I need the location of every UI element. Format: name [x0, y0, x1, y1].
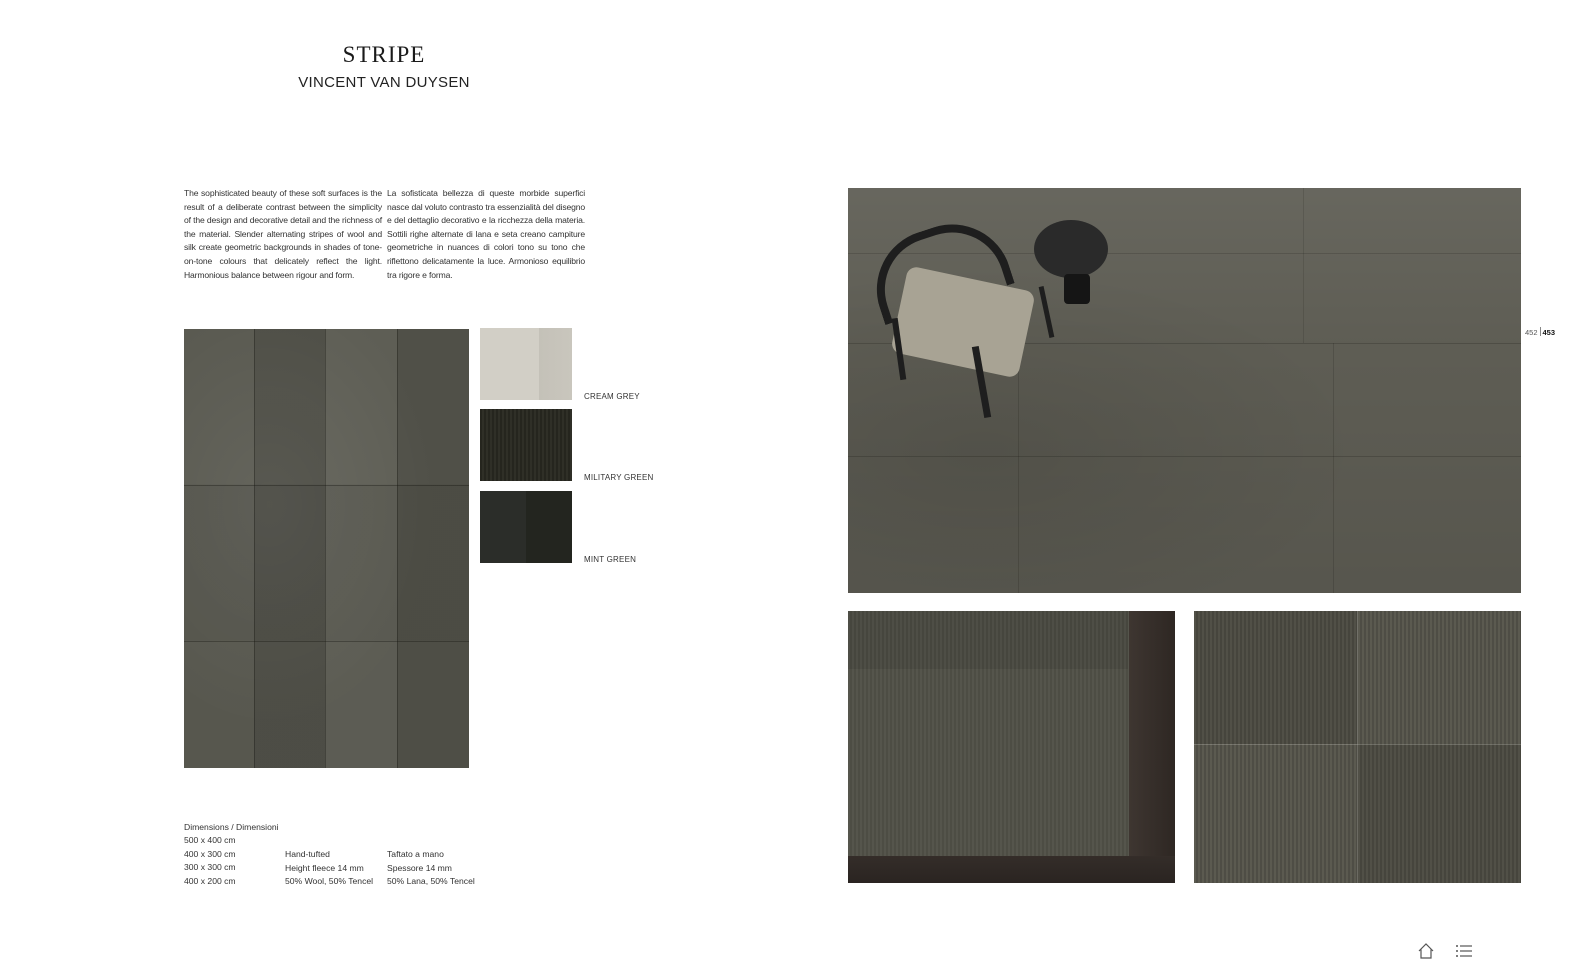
- size-item: 400 x 200 cm: [184, 875, 236, 886]
- rug-interior-photo: [848, 188, 1521, 593]
- spec-item: Spessore 14 mm: [387, 862, 452, 873]
- rug-detail-photo-left: [848, 611, 1175, 883]
- side-table-base: [1064, 274, 1090, 304]
- spec-item: 50% Lana, 50% Tencel: [387, 876, 475, 887]
- size-item: 300 x 300 cm: [184, 862, 236, 873]
- spec-item: Taftato a mano: [387, 849, 444, 859]
- page-number-left: 452: [1525, 328, 1538, 337]
- swatch-military-green: [480, 409, 572, 481]
- spec-item: Hand-tufted: [285, 849, 330, 859]
- description-english: The sophisticated beauty of these soft surfaces is the result of a deliberate contrast between the simplicity of the design and decorative detail and the richness of the material. Slender alternating stripes of wool and silk create geometric backgrounds in shades of tone-on-tone colours that delicately reflect the light. Harmonious balance between rigour and form.: [184, 188, 382, 280]
- swatch-mint-green: [480, 491, 572, 563]
- page-number-right: 453: [1542, 328, 1556, 337]
- swatch-label-military-green: MILITARY GREEN: [584, 473, 654, 482]
- chair-leg: [1039, 286, 1055, 338]
- dimensions-heading: Dimensions / Dimensioni: [184, 822, 279, 832]
- menu-list-icon[interactable]: [1454, 941, 1474, 961]
- product-title: STRIPE: [342, 42, 426, 67]
- side-table-top: [1034, 220, 1108, 278]
- spec-item: 50% Wool, 50% Tencel: [285, 876, 374, 887]
- swatch-label-mint-green: MINT GREEN: [584, 555, 637, 564]
- swatch-cream-grey: [480, 328, 572, 400]
- size-item: 400 x 300 cm: [184, 848, 236, 859]
- swatch-label-cream-grey: CREAM GREY: [584, 392, 640, 401]
- page-separator: [1540, 327, 1541, 336]
- home-icon[interactable]: [1416, 941, 1436, 961]
- size-item: 500 x 400 cm: [184, 835, 236, 845]
- spec-item: Height fleece 14 mm: [285, 862, 364, 873]
- page-numbers: [1525, 327, 1555, 337]
- designer-name: VINCENT VAN DUYSEN: [298, 74, 470, 91]
- rug-product-image: [184, 329, 469, 768]
- specs-english: [285, 848, 373, 889]
- rug-detail-photo-right: [1194, 611, 1521, 883]
- dimensions-sizes: [184, 834, 236, 888]
- specs-italian: [387, 848, 475, 889]
- description-italian: La sofisticata bellezza di queste morbide superfici nasce dal voluto contrasto tra essenzialità del disegno e del dettaglio decorativo e la ricchezza della materia. Sottili righe alternate di lana e seta creano campiture geometriche in nuances di colori tono su tono che riflettono delicatamente la luce. Armonioso equilibrio tra rigore e forma.: [387, 188, 585, 280]
